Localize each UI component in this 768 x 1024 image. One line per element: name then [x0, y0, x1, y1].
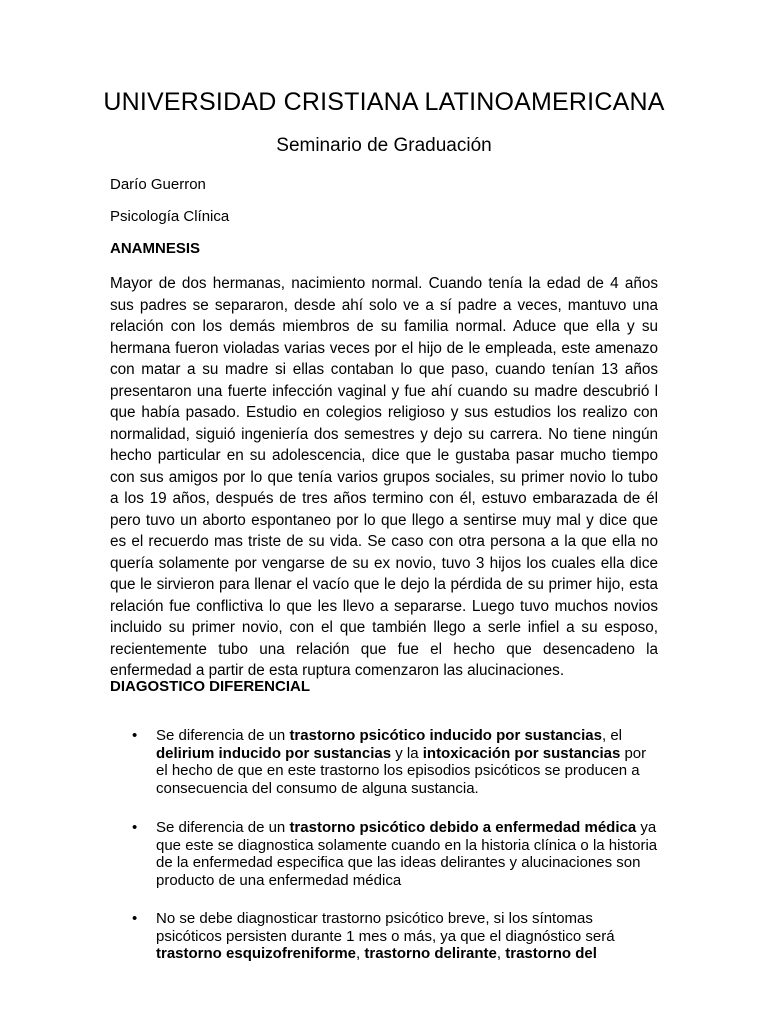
author-name: Darío Guerron	[110, 176, 206, 193]
list-item: • Se diferencia de un trastorno psicótico inducido por sustancias, el delirium inducido por sustancias y la intoxicación por sustancias por el hecho de que en este trastorno los episodios psicóticos se producen a consecuencia del consumo de alguna sustancia.	[132, 727, 647, 797]
diagnostico-list-3	[110, 910, 658, 963]
anamnesis-paragraph: Mayor de dos hermanas, nacimiento normal. Cuando tenía la edad de 4 años sus padres se separaron, desde ahí solo ve a sí padre a veces, mantuvo una relación con los demás miembros de su familia normal. Aduce que ella y su hermana fueron violadas varias veces por el hijo de le empleada, este amenazo con matar a su madre si ellas contaban lo que paso, cuando tenían 13 años presentaron una fuerte infección vaginal y fue ahí cuando su madre descubrió l que había pasado. Estudio en colegios religioso y sus estudios los realizo con normalidad, siguió ingeniería dos semestres y dejo su carrera. No tiene ningún hecho particular en su adolescencia, dice que le gustaba pasar mucho tiempo con sus amigos por lo que tenía varios grupos sociales, su primer novio lo tubo a los 19 años, después de tres años termino con él, estuvo embarazada de él pero tuvo un aborto espontaneo por lo que llego a sentirse muy mal y dice que es el recuerdo mas triste de su vida. Se caso con otra persona a la que ella no quería solamente por vengarse de su ex novio, tuvo 3 hijos los cuales ella dice que le sirvieron para llenar el vacío que le dejo la pérdida de su primer hijo, esta relación fue conflictiva lo que les llevo a separarse. Luego tuvo muchos novios incluido su primer novio, con el que también llego a serle infiel a su esposo, recientemente tubo una relación que fue el hecho que desencadeno la enfermedad a partir de esta ruptura comenzaron las alucinaciones.	[110, 275, 658, 679]
program-name: Psicología Clínica	[110, 208, 230, 225]
list-item: • No se debe diagnosticar trastorno psicótico breve, si los síntomas psicóticos persisten durante 1 mes o más, ya que el diagnóstico será trastorno esquizofreniforme, trastorno delirante, trastorno del	[132, 910, 615, 962]
anamnesis-heading: ANAMNESIS	[110, 240, 201, 257]
diagnostico-list-1	[110, 727, 658, 797]
list-item: • Se diferencia de un trastorno psicótico debido a enfermedad médica ya que este se diagnostica solamente cuando en la historia clínica o la historia de la enfermedad especifica que las ideas delirantes y alucinaciones son producto de una enfermedad médica	[132, 819, 658, 889]
diagnostico-list-2	[110, 819, 658, 889]
document-title: UNIVERSIDAD CRISTIANA LATINOAMERICANA	[103, 88, 665, 116]
bullet-icon: •	[132, 819, 138, 836]
bullet-icon: •	[132, 727, 138, 744]
bullet-icon: •	[132, 910, 138, 927]
document-subtitle: Seminario de Graduación	[276, 135, 492, 156]
diagnostico-heading: DIAGOSTICO DIFERENCIAL	[110, 678, 311, 695]
